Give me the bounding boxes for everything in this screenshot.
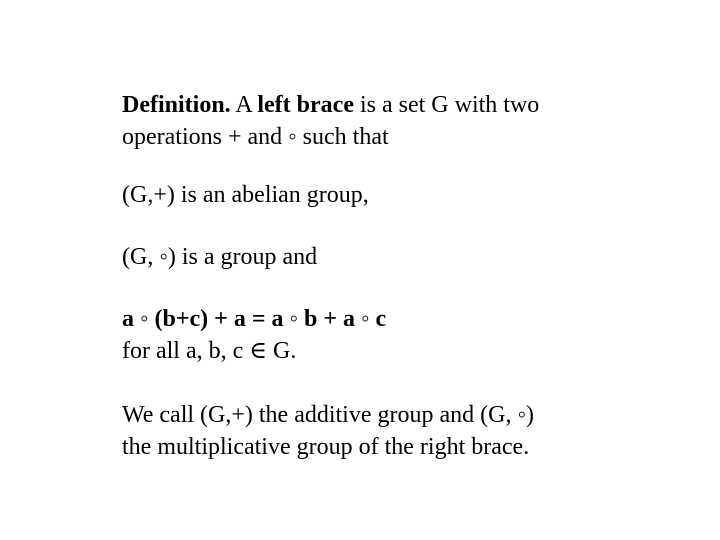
condition-abelian-group [122,179,702,211]
definition-paragraph [122,89,702,153]
definition-line-1 [122,89,702,121]
defined-term: left brace [257,92,354,118]
definition-text-2: is a set G with two [353,92,540,118]
definition-line-2: operations + and ◦ such that [122,124,389,150]
closing-line-2: the multiplicative group of the right brace. [122,434,530,460]
closing-line-1: We call (G,+) the additive group and (G, ◦) [122,402,534,428]
condition-group [122,241,702,273]
closing-paragraph [122,399,702,463]
definition-label: Definition. [122,92,231,118]
condition-1-text: (G,+) is an abelian group, [122,182,369,208]
condition-2-text: (G, ◦) is a group and [122,244,318,270]
equation-formula: a ◦ (b+c) + a = a ◦ b + a ◦ c [122,306,387,332]
brace-equation [122,303,702,367]
definition-text-1: A [230,92,258,118]
equation-quantifier: for all a, b, c ∈ G. [122,338,297,364]
slide-content [122,89,702,463]
